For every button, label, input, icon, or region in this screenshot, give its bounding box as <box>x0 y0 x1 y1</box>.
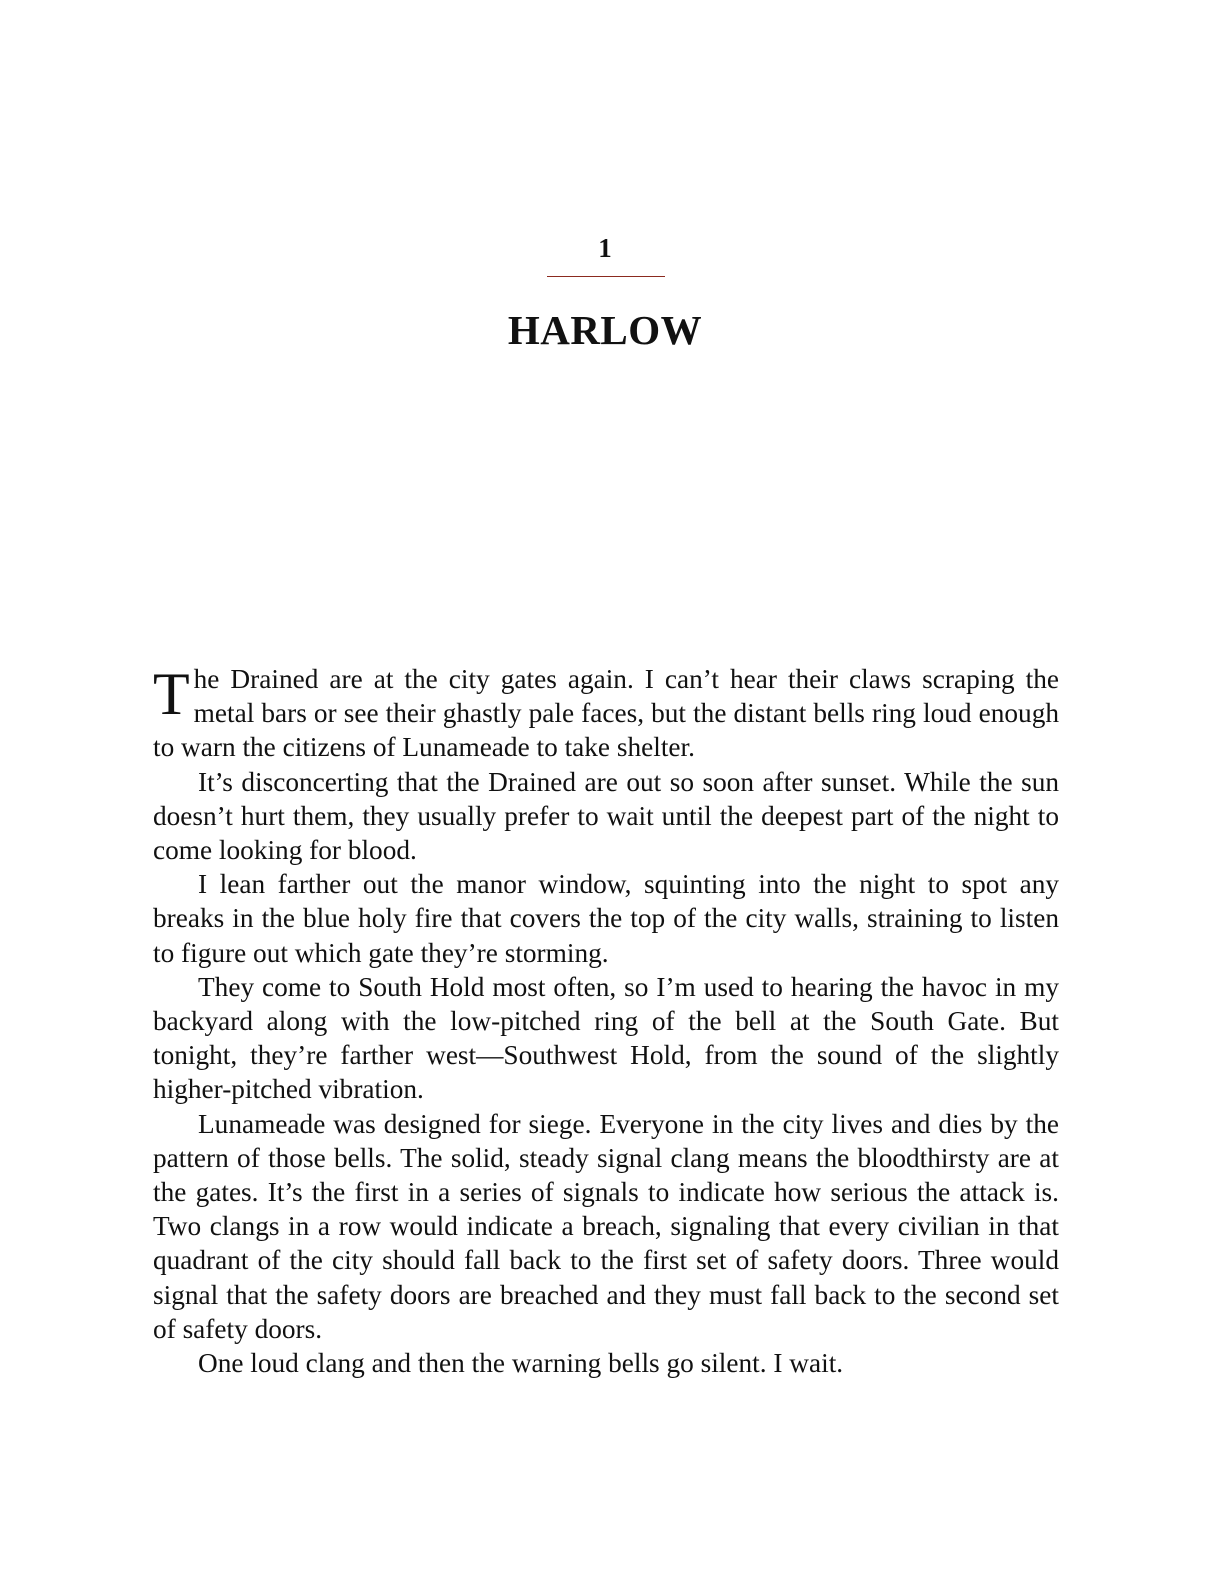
paragraph-1 <box>153 662 1059 765</box>
chapter-number: 1 <box>598 233 612 263</box>
chapter-divider-rule <box>547 276 665 277</box>
chapter-title: HARLOW <box>507 307 703 353</box>
paragraph-6: One loud clang and then the warning bells go silent. I wait. <box>198 1348 844 1379</box>
paragraph-1-text: he Drained are at the city gates again. I can’t hear their claws scraping the metal bars or see their ghastly pale faces, but the distant bells ring loud enough to warn the citizens of Lunameade to take shelter. <box>153 664 1059 763</box>
drop-cap: T <box>153 661 190 727</box>
chapter-body <box>153 662 1059 1380</box>
paragraph-4: They come to South Hold most often, so I’m used to hearing the havoc in my backyard along with the low-pitched ring of the bell at the South Gate. But tonight, they’re farther west—Southwest Hold, from the sound of the slightly higher-pitched vibration. <box>153 971 1059 1105</box>
paragraph-5: Lunameade was designed for siege. Everyone in the city lives and dies by the pattern of those bells. The solid, steady signal clang means the bloodthirsty are at the gates. It’s the first in a series of signals to indicate how serious the attack is. Two clangs in a row would indicate a breach, signaling that every civilian in that quadrant of the city should fall back to the first set of safety doors. Three would signal that the safety doors are breached and they must fall back to the second set of safety doors. <box>153 1108 1059 1344</box>
paragraph-2: It’s disconcerting that the Drained are out so soon after sunset. While the sun doesn’t hurt them, they usually prefer to wait until the deepest part of the night to come looking for blood. <box>153 766 1059 866</box>
paragraph-3: I lean farther out the manor window, squinting into the night to spot any breaks in the blue holy fire that covers the top of the city walls, straining to listen to figure out which gate they’re storming. <box>153 869 1059 968</box>
